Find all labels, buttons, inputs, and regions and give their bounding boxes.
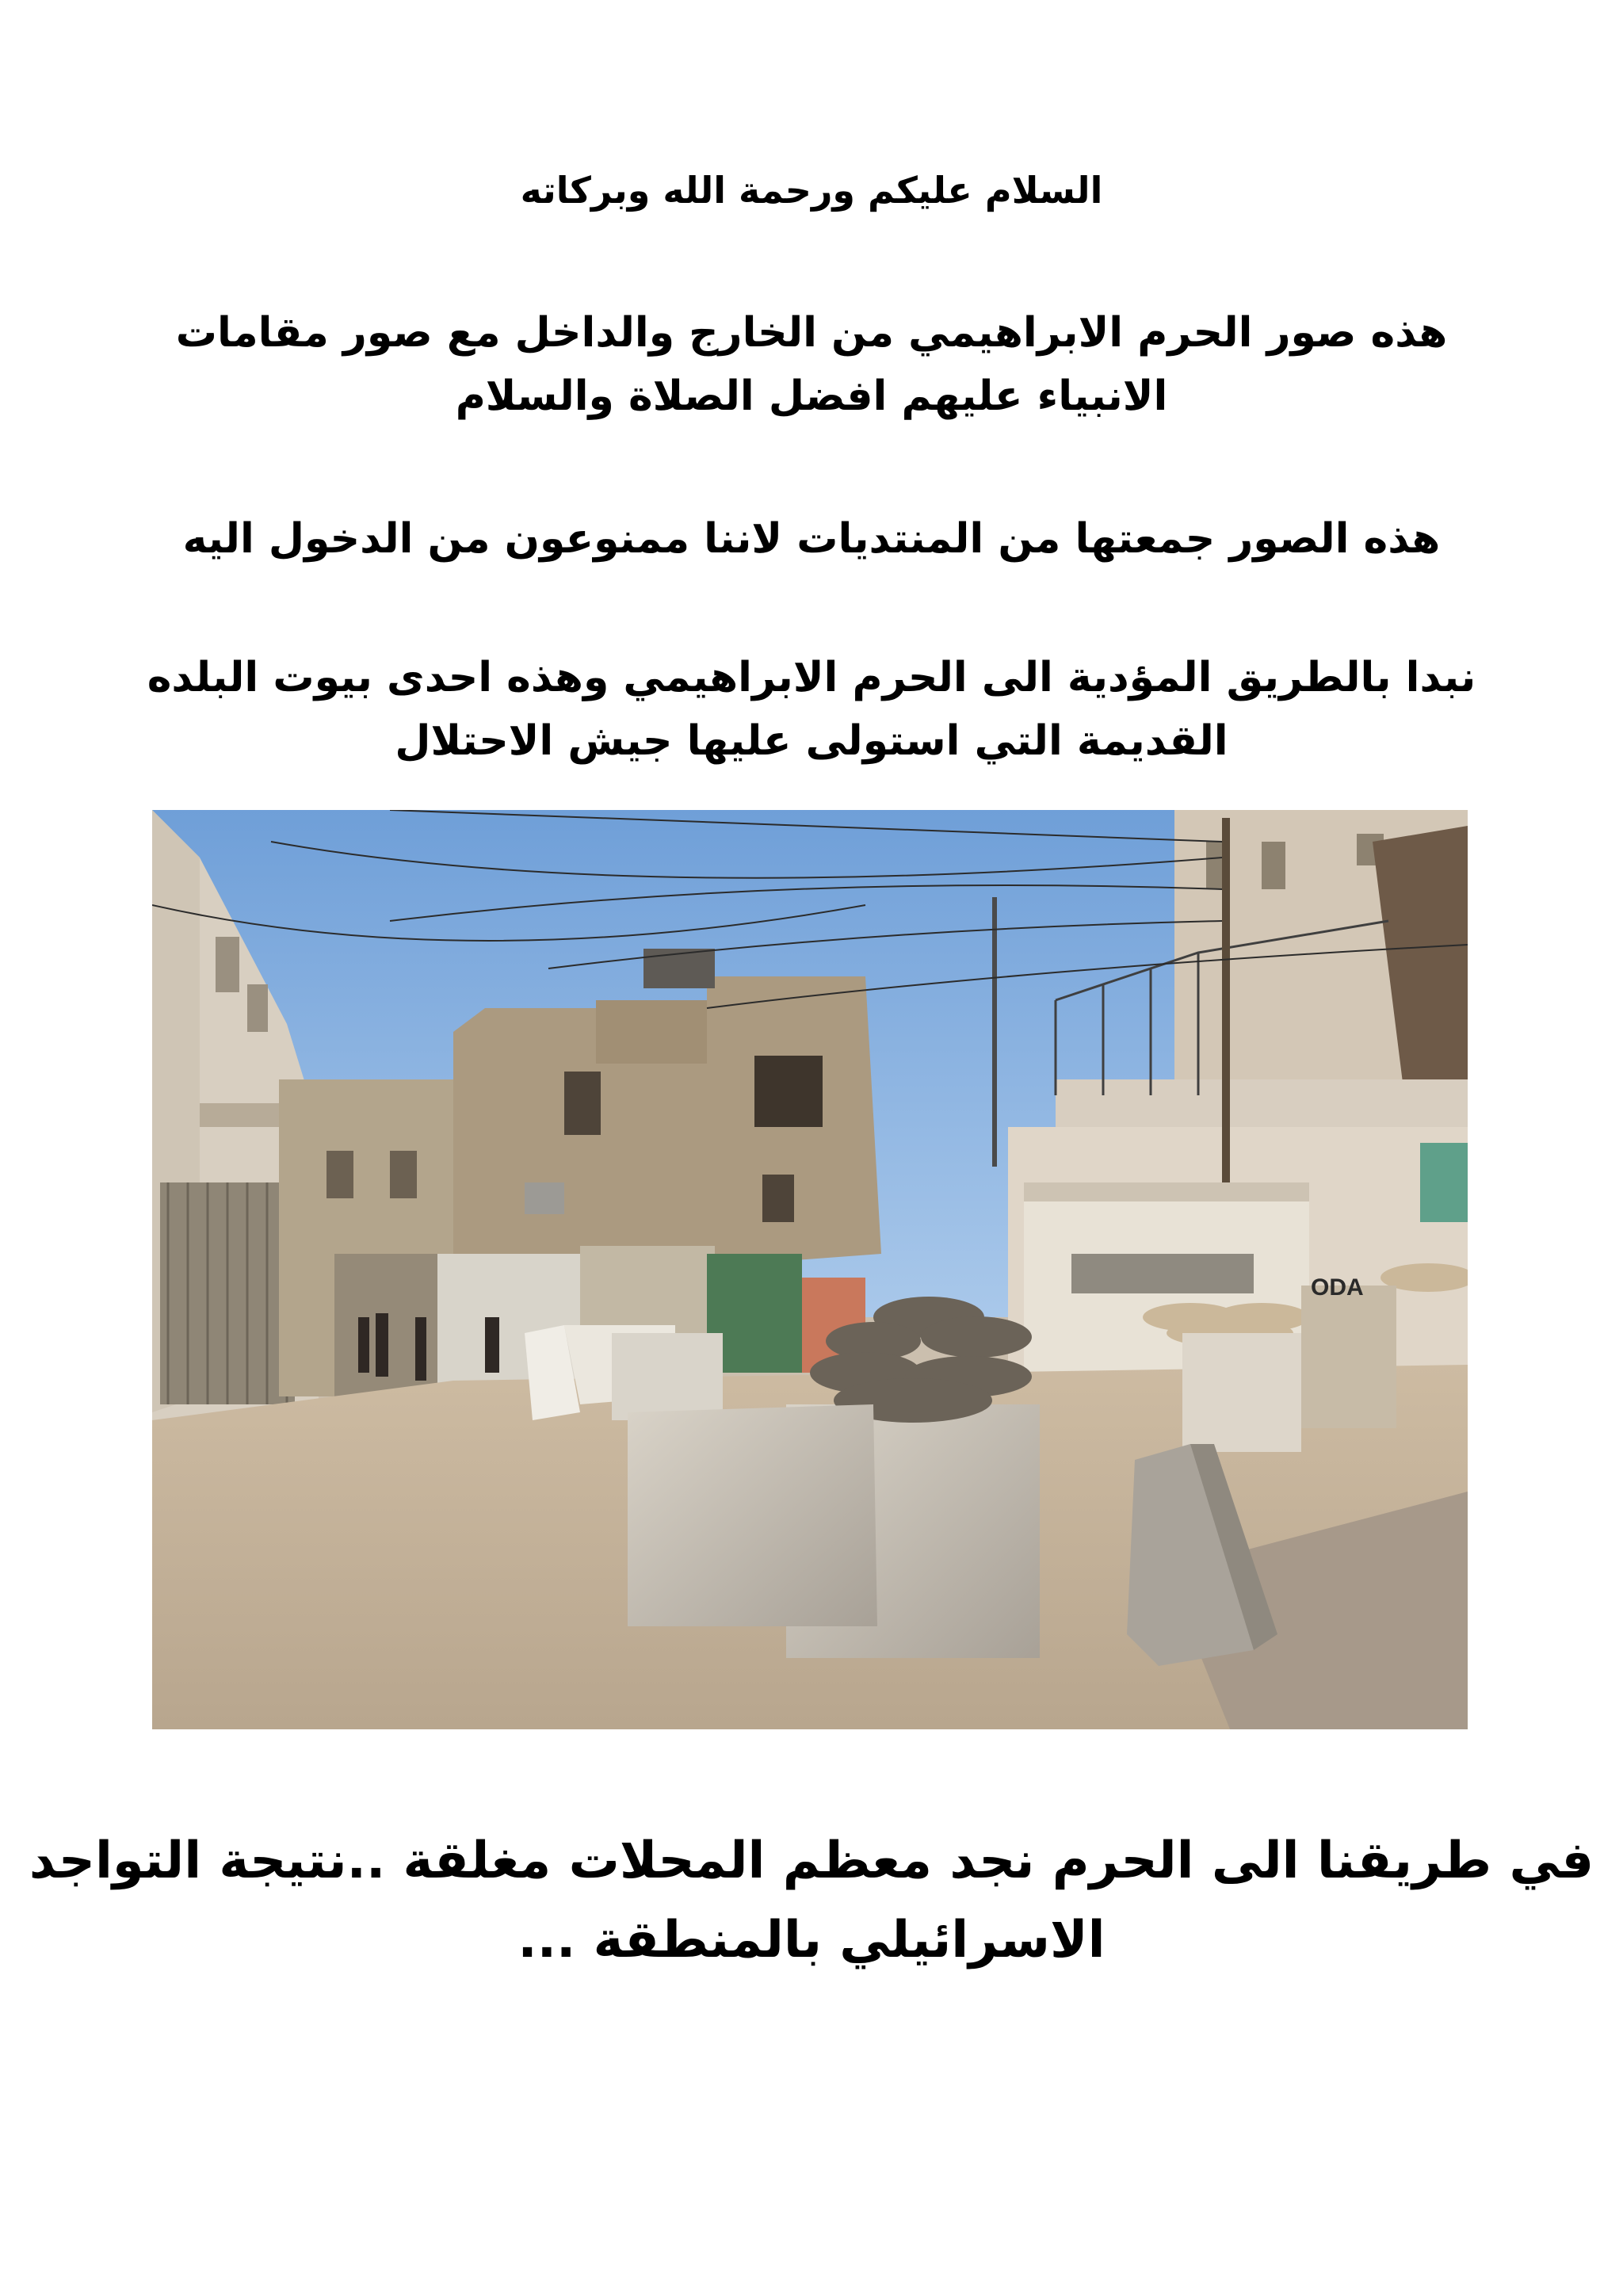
- greeting-text: السلام عليكم ورحمة الله وبركاته: [520, 169, 1103, 212]
- road-intro-line-2: القديمة التي استولى عليها جيش الاحتلال: [395, 717, 1228, 765]
- concrete-base: [612, 1333, 723, 1420]
- closed-shops-line-1: في طريقنا الى الحرم نجد معظم المحلات مغلقة ..نتيجة التواجد: [29, 1832, 1594, 1890]
- intro-line-1: هذه صور الحرم الابراهيمي من الخارج والداخل مع صور مقامات: [175, 309, 1448, 357]
- road-intro-paragraph: [0, 646, 1623, 773]
- concrete-block-left: [628, 1404, 877, 1626]
- greeting-heading: [0, 162, 1623, 218]
- closed-shops-line-2: الاسرائيلي بالمنطقة ...: [517, 1911, 1106, 1969]
- street-photo: [152, 810, 1468, 1729]
- photo-sign-text: ODA: [1311, 1274, 1364, 1301]
- source-note-paragraph: [0, 507, 1623, 571]
- intro-line-2: الانبياء عليهم افضل الصلاة والسلام: [455, 372, 1168, 420]
- road-intro-line-1: نبدا بالطريق المؤدية الى الحرم الابراهيمي وهذه احدى بيوت البلده: [147, 654, 1476, 701]
- street-photo-illustration: [152, 810, 1468, 1729]
- source-note-line: هذه الصور جمعتها من المنتديات لاننا ممنوعون من الدخول اليه: [182, 515, 1441, 563]
- intro-paragraph: [0, 301, 1623, 428]
- closed-shops-paragraph: [0, 1821, 1623, 1980]
